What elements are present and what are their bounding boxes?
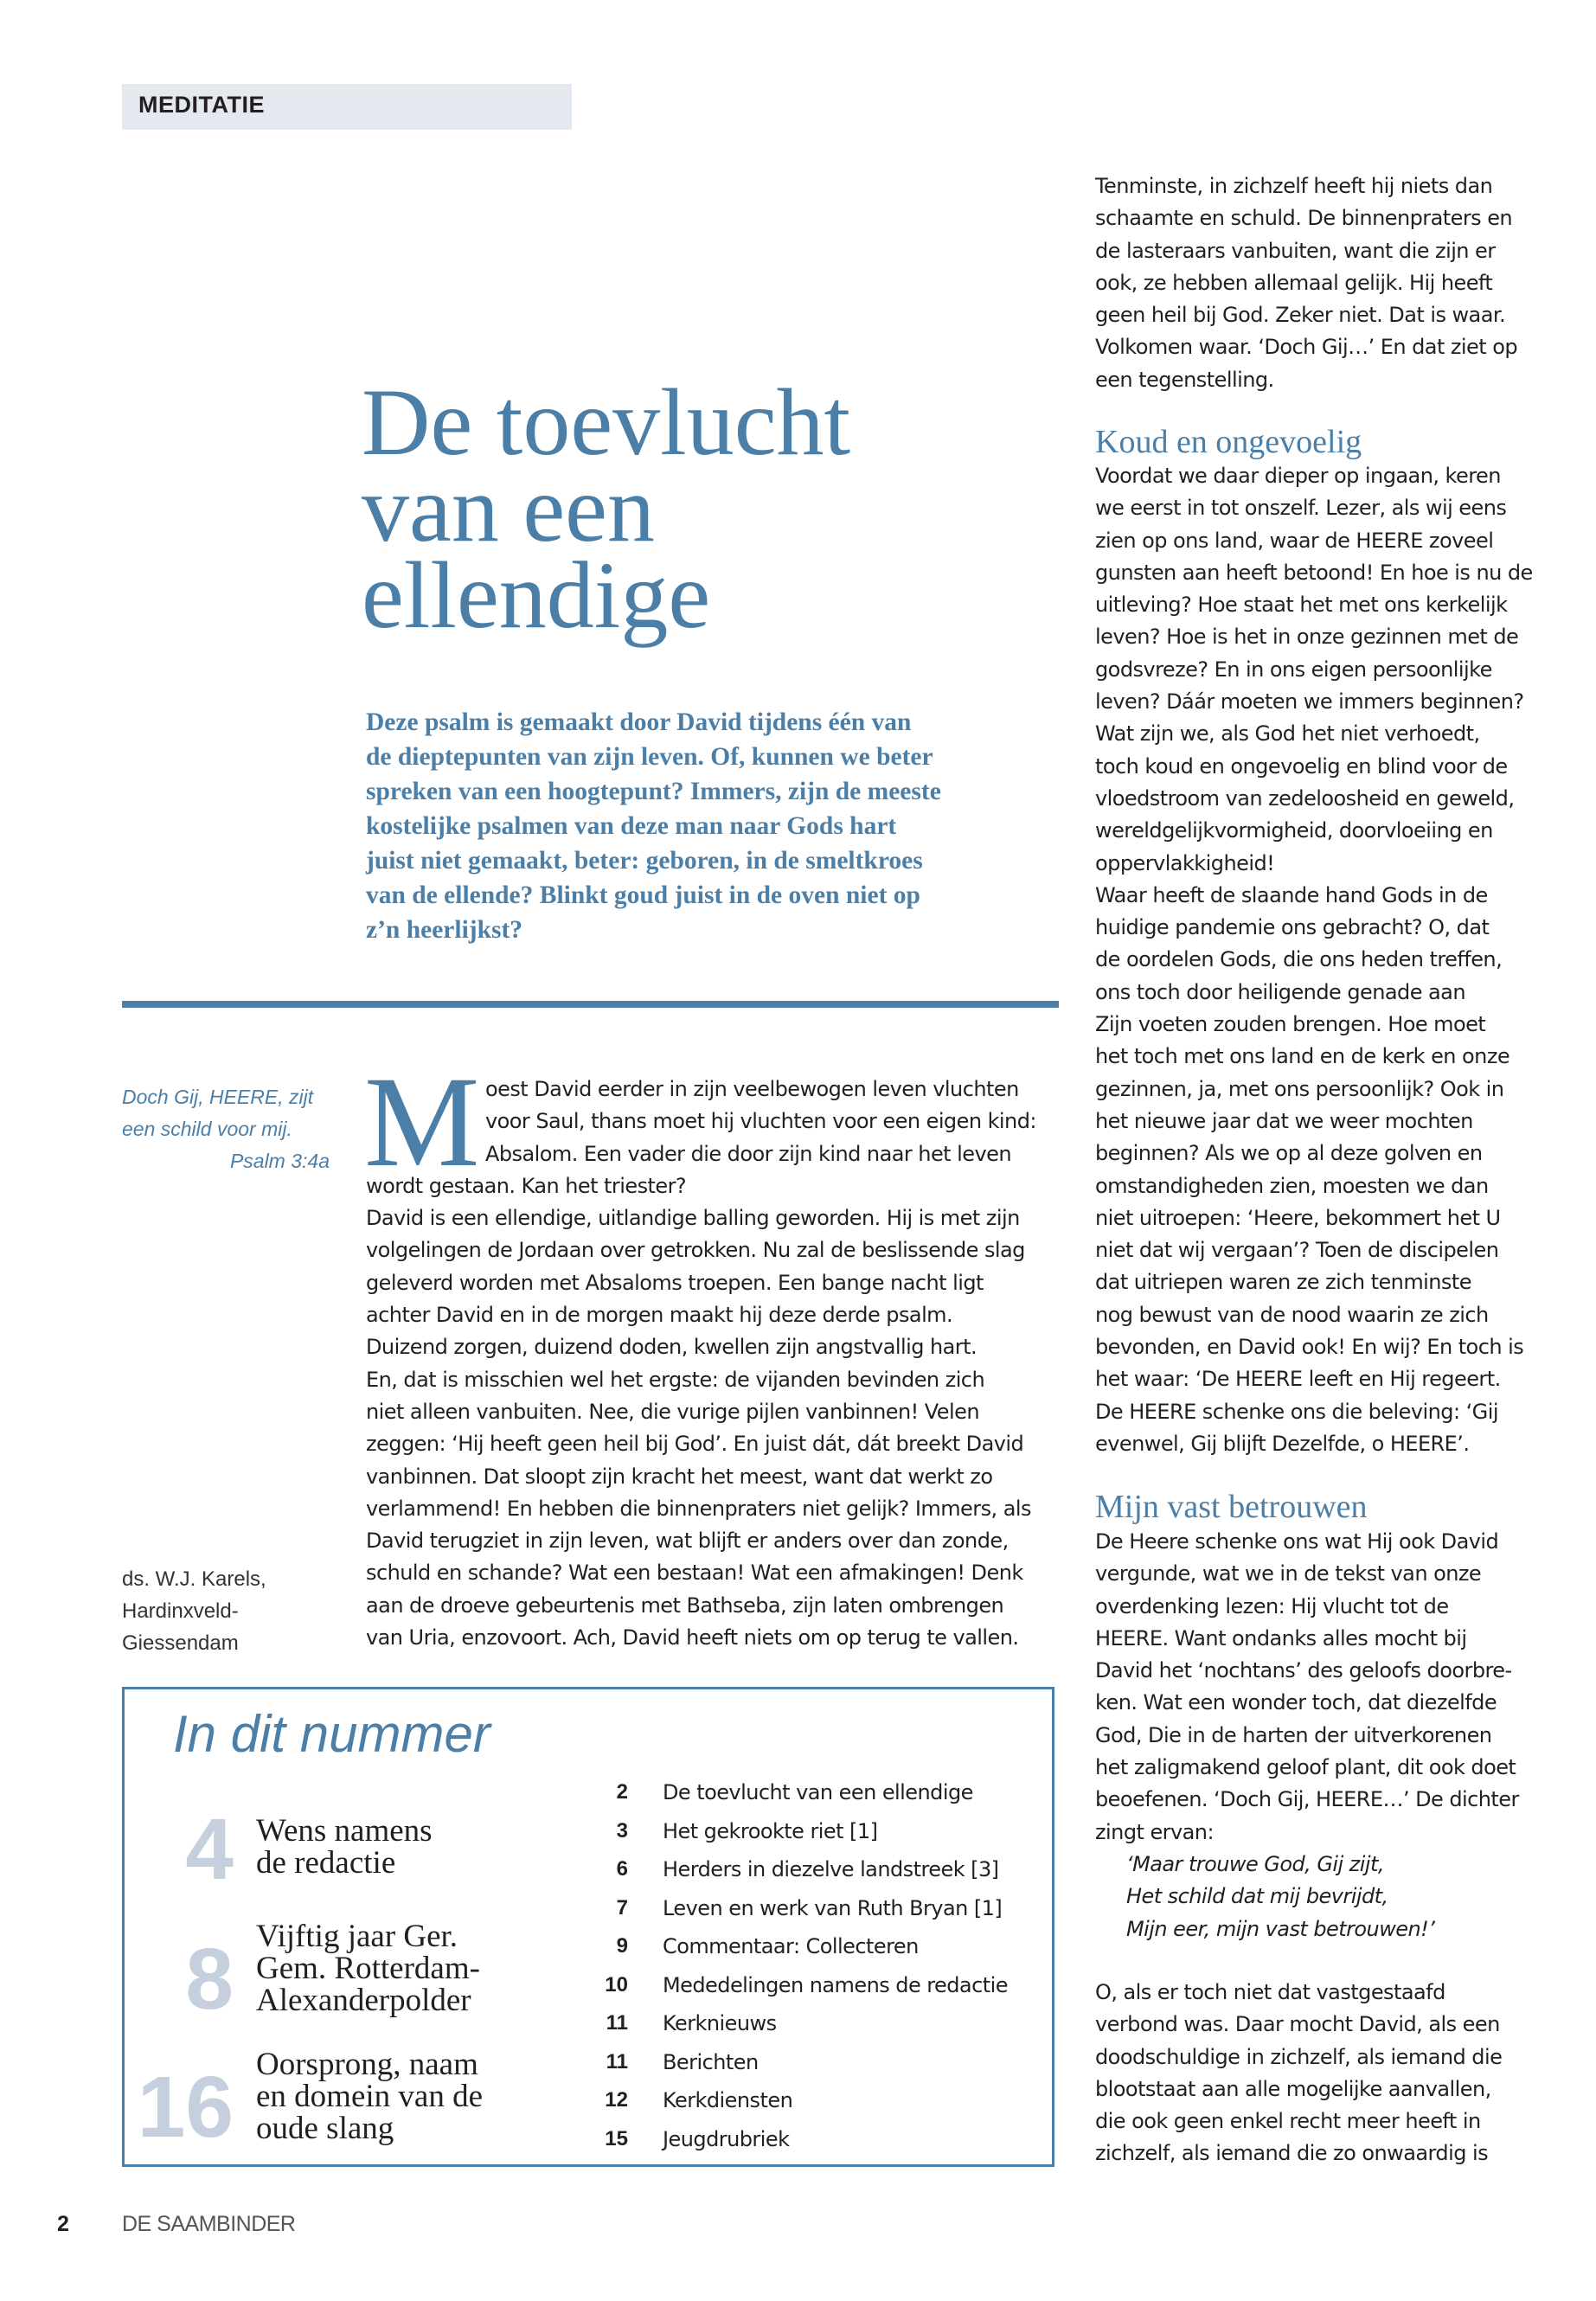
subhead-koud: Koud en ongevoelig — [1095, 424, 1362, 460]
body-line: een tegenstelling. — [1095, 367, 1274, 392]
highlight-line: Oorsprong, naam — [256, 2047, 478, 2082]
body-line: oppervlakkigheid! — [1095, 850, 1275, 875]
toc-item-title: Het gekrookte riet [1] — [663, 1818, 878, 1843]
body-line: leven? Dáár moeten we immers beginnen? — [1095, 689, 1524, 715]
body-line: Mijn eer, mijn vast betrouwen!’ — [1126, 1916, 1435, 1941]
body-line: dat uitriepen waren ze zich tenminste — [1095, 1270, 1471, 1295]
toc-heading: In dit nummer — [173, 1705, 490, 1763]
intro-line: de dieptepunten van zijn leven. Of, kunnen we beter — [366, 743, 933, 771]
body-line: huidige pandemie ons gebracht? O, dat — [1095, 915, 1490, 940]
toc-list — [571, 1773, 1008, 2158]
toc-item[interactable] — [571, 1812, 1008, 1851]
author-line: ds. W.J. Karels, — [122, 1567, 266, 1591]
toc-page-number: 6 — [616, 1857, 628, 1881]
toc-page-number: 11 — [606, 2011, 628, 2035]
quote-reference: Psalm 3:4a — [229, 1150, 330, 1172]
body-line: volgelingen de Jordaan over getrokken. Nu zal de beslissende slag — [366, 1238, 1025, 1263]
body-line: gunsten aan heeft betoond! En hoe is nu de — [1095, 560, 1533, 585]
toc-item-title: Leven en werk van Ruth Bryan [1] — [663, 1895, 1003, 1920]
toc-item[interactable] — [571, 2043, 1008, 2082]
highlight-title[interactable] — [256, 1920, 480, 2016]
article-title — [362, 369, 967, 648]
quote-line: Doch Gij, HEERE, zijt — [122, 1086, 314, 1108]
body-line: wereldgelijkvormigheid, doorvloeiing en — [1095, 818, 1493, 843]
body-line: niet dat wij vergaan’? Toen de discipelen — [1095, 1238, 1499, 1263]
highlight-line: de redactie — [256, 1845, 396, 1881]
body-column-right-low — [1095, 1526, 1580, 1849]
body-line: zichzelf, als iemand die zo onwaardig is — [1095, 2141, 1489, 2166]
highlight-number: 4 — [185, 1801, 234, 1898]
intro-line: kostelijke psalmen van deze man naar Gods hart — [366, 812, 897, 840]
body-column-right-top — [1095, 170, 1580, 396]
highlight-line: Gem. Rotterdam- — [256, 1951, 480, 1986]
body-column-right-end — [1095, 1977, 1580, 2170]
toc-page-number: 10 — [605, 1972, 628, 1997]
highlight-line: oude slang — [256, 2111, 394, 2146]
body-line: De HEERE schenke ons die beleving: ‘Gij — [1095, 1399, 1498, 1424]
body-line: evenwel, Gij blijft Dezelfde, o HEERE’. — [1095, 1431, 1470, 1456]
toc-item[interactable] — [571, 1850, 1008, 1889]
body-line: ‘Maar trouwe God, Gij zijt, — [1126, 1852, 1384, 1876]
intro-line: z’n heerlijkst? — [366, 916, 523, 944]
quote-line: een schild voor mij. — [122, 1118, 292, 1140]
body-line: vergunde, wat we in de tekst van onze — [1095, 1561, 1482, 1586]
toc-item[interactable] — [571, 1966, 1008, 2005]
intro-line: van de ellende? Blinkt goud juist in de oven niet op — [366, 881, 920, 909]
body-line: beoefenen. ‘Doch Gij, HEERE…’ De dichter — [1095, 1787, 1519, 1812]
side-quote — [122, 1081, 330, 1177]
body-line: O, als er toch niet dat vastgestaafd — [1095, 1980, 1445, 2004]
body-line: gezinnen, ja, met ons persoonlijk? Ook in — [1095, 1076, 1504, 1101]
body-line: vanbinnen. Dat sloopt zijn kracht het meest, want dat werkt zo — [366, 1464, 993, 1489]
highlight-line: Vijftig jaar Ger. — [256, 1919, 458, 1954]
body-line: aan de droeve gebeurtenis met Bathseba, zijn laten ombrengen — [366, 1593, 1004, 1618]
toc-item[interactable] — [571, 1927, 1008, 1966]
toc-page-number: 11 — [606, 2049, 628, 2073]
toc-item-title: Commentaar: Collecteren — [663, 1934, 919, 1959]
toc-item-title: Mededelingen namens de redactie — [663, 1972, 1008, 1997]
author-credit — [122, 1563, 266, 1659]
footer-magazine-name: DE SAAMBINDER — [122, 2212, 296, 2236]
body-line: we eerst in tot onszelf. Lezer, als wij eens — [1095, 496, 1507, 521]
body-line: Waar heeft de slaande hand Gods in de — [1095, 882, 1488, 907]
toc-item-title: Herders in diezelve landstreek [3] — [663, 1857, 999, 1882]
title-line: ellendige — [362, 542, 711, 648]
body-line: God, Die in de harten der uitverkorenen — [1095, 1722, 1492, 1747]
body-line: overdenking lezen: Hij vlucht tot de — [1095, 1593, 1449, 1618]
body-line: blootstaat aan alle mogelijke aanvallen, — [1095, 2076, 1491, 2101]
body-line: verlammend! En hebben die binnenpraters niet gelijk? Immers, als — [366, 1496, 1031, 1521]
body-line: Voordat we daar dieper op ingaan, keren — [1095, 464, 1501, 488]
toc-item-title: Kerkdiensten — [663, 2088, 793, 2113]
body-line: HEERE. Want ondanks alles mocht bij — [1095, 1625, 1467, 1650]
body-line: nog bewust van de nood waarin ze zich — [1095, 1302, 1489, 1327]
body-line: ons toch door heiligende genade aan — [1095, 979, 1465, 1004]
body-line: ken. Wat een wonder toch, dat diezelfde — [1095, 1690, 1497, 1715]
highlight-line: Wens namens — [256, 1813, 433, 1849]
body-line: zeggen: ‘Hij heeft geen heil bij God’. En juist dát, dát breekt David — [366, 1432, 1024, 1457]
highlight-title[interactable] — [256, 2048, 483, 2144]
body-line: die ook geen enkel recht meer heeft in — [1095, 2109, 1481, 2134]
title-line: De toevlucht — [362, 369, 851, 475]
body-line: Duizend zorgen, duizend doden, kwellen zijn angstvallig hart. — [366, 1335, 977, 1360]
body-line: schaamte en schuld. De binnenpraters en — [1095, 206, 1513, 231]
body-line: zingt ervan: — [1095, 1819, 1214, 1844]
toc-page-number: 15 — [605, 2126, 628, 2150]
toc-page-number: 2 — [616, 1780, 628, 1804]
body-line: En, dat is misschien wel het ergste: de vijanden bevinden zich — [366, 1367, 985, 1392]
highlight-number: 8 — [185, 1931, 234, 2028]
toc-item-title: Kerknieuws — [663, 2011, 777, 2036]
toc-item-title: Jeugdrubriek — [663, 2126, 790, 2151]
toc-page-number: 12 — [605, 2088, 628, 2112]
body-line: van Uria, enzovoort. Ach, David heeft niets om op terug te vallen. — [366, 1625, 1019, 1650]
body-line: Wat zijn we, als God het niet verhoedt, — [1095, 721, 1480, 747]
body-line: wordt gestaan. Kan het triester? — [366, 1173, 687, 1198]
body-line: ook, ze hebben allemaal gelijk. Hij heeft — [1095, 270, 1493, 295]
title-line: van een — [362, 456, 655, 561]
body-line: Absalom. Een vader die door zijn kind naar het leven — [485, 1141, 1011, 1166]
author-line: Hardinxveld- — [122, 1599, 239, 1623]
highlight-line: Alexanderpolder — [256, 1983, 471, 2018]
body-line: zien op ons land, waar de HEERE zoveel — [1095, 528, 1494, 553]
toc-item[interactable] — [571, 2081, 1008, 2120]
toc-page-number: 9 — [616, 1934, 628, 1958]
body-line: Volkomen waar. ‘Doch Gij…’ En dat ziet op — [1095, 335, 1518, 360]
drop-cap: M — [364, 1050, 480, 1194]
subhead-betrouwen: Mijn vast betrouwen — [1095, 1489, 1368, 1525]
body-line: geleverd worden met Absaloms troepen. Een bange nacht ligt — [366, 1270, 984, 1295]
intro-line: Deze psalm is gemaakt door David tijdens één van — [366, 708, 912, 736]
body-line: De Heere schenke ons wat Hij ook David — [1095, 1529, 1499, 1554]
toc-page-number: 7 — [616, 1895, 628, 1920]
poem — [1095, 1849, 1580, 1945]
body-line: Het schild dat mij bevrijdt, — [1126, 1884, 1388, 1909]
body-line: leven? Hoe is het in onze gezinnen met de — [1095, 625, 1519, 650]
body-line: bevonden, en David ook! En wij? En toch is — [1095, 1335, 1524, 1360]
toc-page-number: 3 — [616, 1818, 628, 1843]
author-line: Giessendam — [122, 1631, 239, 1655]
body-line: achter David en in de morgen maakt hij deze derde psalm. — [366, 1303, 953, 1328]
body-line: niet alleen vanbuiten. Nee, die vurige pijlen vanbinnen! Velen — [366, 1399, 979, 1424]
body-line: Tenminste, in zichzelf heeft hij niets dan — [1095, 174, 1493, 198]
toc-item[interactable] — [571, 2120, 1008, 2159]
body-line: uitleving? Hoe staat het met ons kerkelijk — [1095, 593, 1508, 618]
body-line: verbond was. Daar mocht David, als een — [1095, 2012, 1500, 2037]
body-line: David terugziet in zijn leven, wat blijft er anders over dan zonde, — [366, 1529, 1009, 1554]
body-line: voor Saul, thans moet hij vluchten voor een eigen kind: — [485, 1109, 1036, 1134]
body-line: het toch met ons land en de kerk en onze — [1095, 1044, 1510, 1069]
intro-line: spreken van een hoogtepunt? Immers, zijn de meeste — [366, 778, 941, 805]
body-line: niet uitroepen: ‘Heere, bekommert het U — [1095, 1205, 1501, 1230]
toc-item-title: De toevlucht van een ellendige — [663, 1780, 973, 1805]
body-line: David is een ellendige, uitlandige balling geworden. Hij is met zijn — [366, 1206, 1020, 1231]
body-line: geen heil bij God. Zeker niet. Dat is waar. — [1095, 303, 1506, 328]
body-line: vloedstroom van zedeloosheid en geweld, — [1095, 785, 1515, 811]
body-line: de lasteraars vanbuiten, want die zijn er — [1095, 238, 1496, 263]
body-line: de oordelen Gods, die ons heden treffen, — [1095, 947, 1503, 972]
body-line: het zaligmakend geloof plant, dit ook doet — [1095, 1755, 1516, 1780]
toc-item[interactable] — [571, 1889, 1008, 1928]
toc-item[interactable] — [571, 1773, 1008, 1812]
toc-item-title: Berichten — [663, 2049, 759, 2074]
body-line: omstandigheden zien, moesten we dan — [1095, 1173, 1489, 1198]
body-line: godsvreze? En in ons eigen persoonlijke — [1095, 657, 1492, 682]
body-line: het nieuwe jaar dat we weer mochten — [1095, 1108, 1473, 1133]
body-line: schuld en schande? Wat een bestaan! Wat een afmakingen! Denk — [366, 1561, 1023, 1586]
highlight-line: en domein van de — [256, 2079, 483, 2114]
section-label: MEDITATIE — [138, 92, 265, 118]
body-line: David het ‘nochtans’ des geloofs doorbre- — [1095, 1658, 1512, 1683]
divider-rule — [122, 1001, 1059, 1008]
body-line: doodschuldige in zichzelf, als iemand die — [1095, 2044, 1503, 2069]
body-line: beginnen? Als we op al deze golven en — [1095, 1141, 1483, 1166]
highlight-title[interactable] — [256, 1815, 433, 1879]
body-line: Zijn voeten zouden brengen. Hoe moet — [1095, 1012, 1486, 1037]
toc-item[interactable] — [571, 2004, 1008, 2043]
footer-page-number: 2 — [57, 2212, 69, 2236]
body-column-right-mid — [1095, 460, 1580, 1460]
intro-line: juist niet gemaakt, beter: geboren, in de smeltkroes — [366, 847, 923, 875]
body-line: oest David eerder in zijn veelbewogen leven vluchten — [485, 1077, 1019, 1101]
body-column-middle — [366, 1074, 1058, 1654]
highlight-number: 16 — [137, 2059, 234, 2156]
body-line: het waar: ‘De HEERE leeft en Hij regeert. — [1095, 1367, 1501, 1392]
article-intro — [366, 705, 1067, 947]
body-line: toch koud en ongevoelig en blind voor de — [1095, 753, 1508, 779]
